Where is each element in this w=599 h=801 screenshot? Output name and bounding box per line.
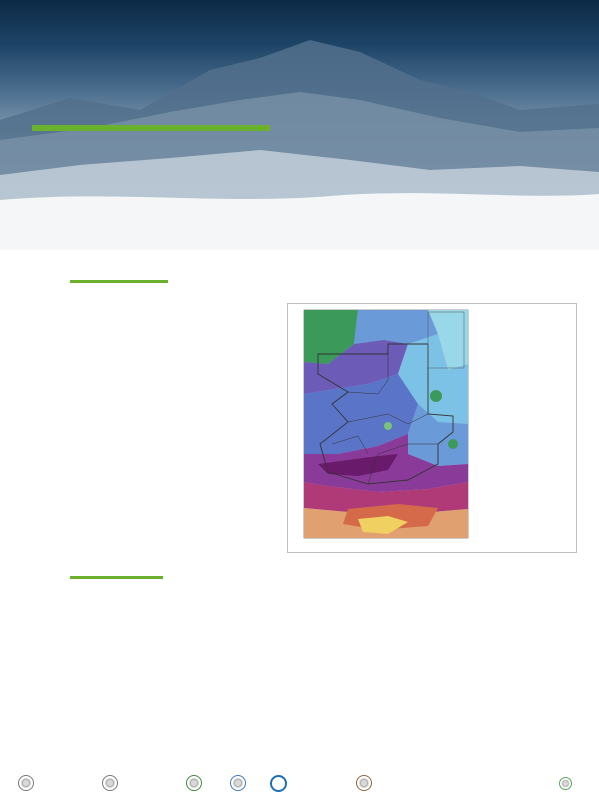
gcf-icon — [559, 777, 572, 790]
publication-info — [34, 152, 38, 169]
pronostico-underline — [70, 576, 163, 579]
map-canvas — [288, 304, 578, 554]
maga-logo — [102, 770, 163, 796]
partner-emblem-2 — [230, 770, 246, 796]
partner-emblem-1 — [186, 770, 202, 796]
title-underline — [32, 125, 270, 131]
diagnostico-underline — [70, 280, 168, 283]
partner-logos — [0, 770, 599, 796]
green-climate-fund-logo — [553, 770, 577, 796]
uicn-label — [270, 775, 287, 792]
rainfall-forecast-map — [287, 303, 577, 553]
emblem-1-icon — [186, 775, 202, 791]
uicn-logo — [270, 770, 287, 796]
maga-seal-icon — [102, 775, 118, 791]
precipitation-field — [304, 310, 468, 538]
url-logo — [356, 770, 415, 796]
pronostico-text — [31, 604, 583, 617]
hero-banner — [0, 0, 599, 250]
marn-seal-icon — [18, 775, 34, 791]
emblem-2-icon — [230, 775, 246, 791]
url-seal-icon — [356, 775, 372, 791]
marn-logo — [18, 770, 79, 796]
diagnostico-text — [31, 308, 271, 321]
vigencia-row — [34, 152, 38, 169]
